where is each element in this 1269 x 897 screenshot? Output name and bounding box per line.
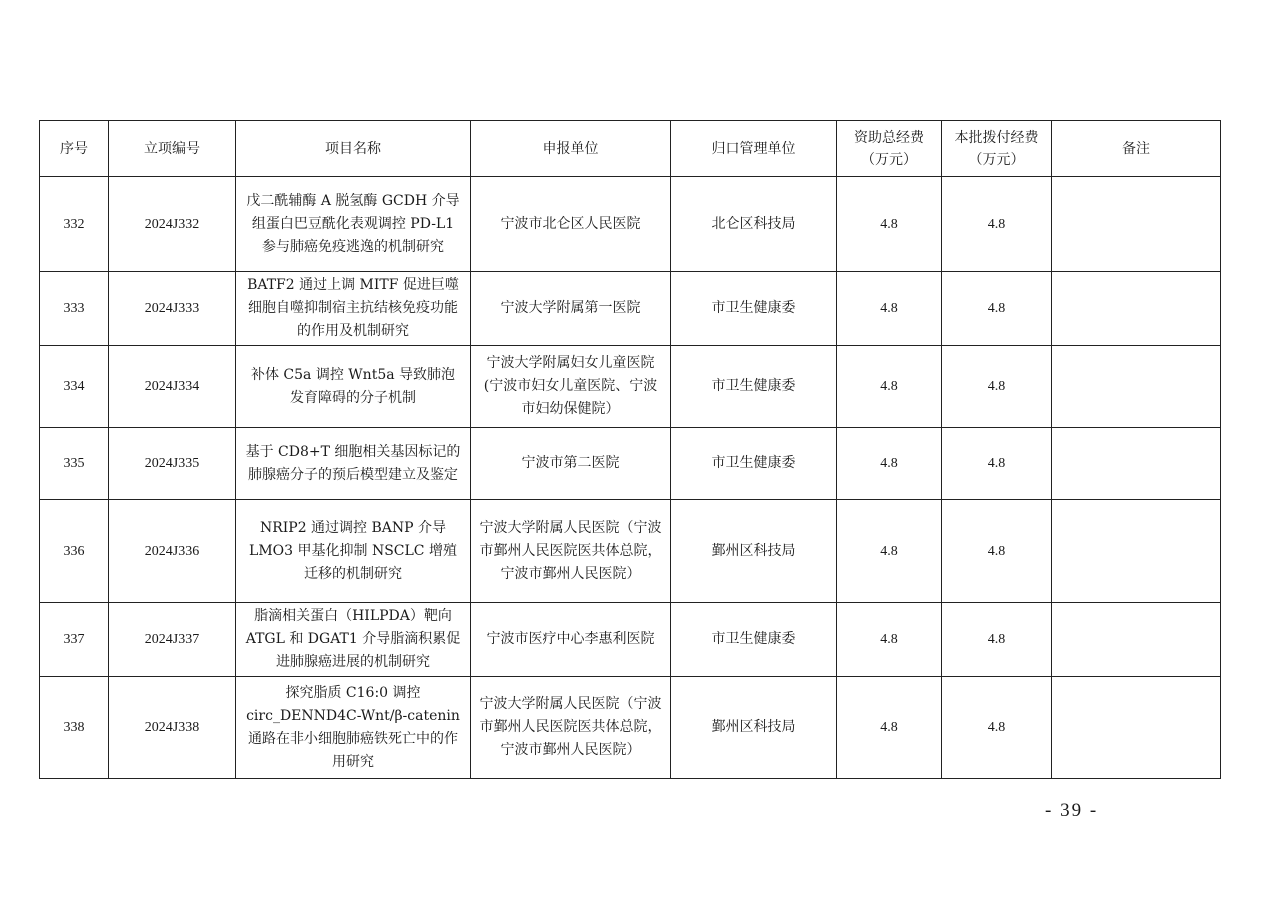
cell-total-funding: 4.8 <box>837 346 942 428</box>
cell-remarks <box>1052 603 1221 677</box>
header-index: 序号 <box>40 121 109 177</box>
cell-project-no: 2024J337 <box>109 603 236 677</box>
header-batch-funding-unit: （万元） <box>968 151 1025 168</box>
cell-manager: 鄞州区科技局 <box>671 677 837 779</box>
cell-index: 335 <box>40 428 109 500</box>
cell-index: 338 <box>40 677 109 779</box>
cell-project-no: 2024J332 <box>109 177 236 272</box>
header-batch-funding-label: 本批拨付经费 <box>954 129 1039 146</box>
cell-total-funding: 4.8 <box>837 428 942 500</box>
cell-manager: 市卫生健康委 <box>671 272 837 346</box>
cell-manager: 市卫生健康委 <box>671 346 837 428</box>
table-row <box>40 603 1221 677</box>
cell-applicant: 宁波市医疗中心李惠利医院 <box>471 603 671 677</box>
header-total-funding-unit: （万元） <box>861 151 917 168</box>
table-row <box>40 272 1221 346</box>
cell-index: 333 <box>40 272 109 346</box>
cell-applicant: 宁波大学附属第一医院 <box>471 272 671 346</box>
table-header-row <box>40 121 1221 177</box>
table-row <box>40 500 1221 603</box>
cell-batch-funding: 4.8 <box>942 677 1052 779</box>
cell-project-no: 2024J338 <box>109 677 236 779</box>
cell-index: 337 <box>40 603 109 677</box>
cell-project-name: 戊二酰辅酶 A 脱氢酶 GCDH 介导组蛋白巴豆酰化表观调控 PD-L1 参与肺癌免疫逃逸的机制研究 <box>236 177 471 272</box>
cell-project-name: 补体 C5a 调控 Wnt5a 导致肺泡发育障碍的分子机制 <box>236 346 471 428</box>
table-row <box>40 177 1221 272</box>
cell-index: 332 <box>40 177 109 272</box>
cell-remarks <box>1052 272 1221 346</box>
cell-manager: 市卫生健康委 <box>671 428 837 500</box>
table-row <box>40 346 1221 428</box>
cell-project-name: NRIP2 通过调控 BANP 介导 LMO3 甲基化抑制 NSCLC 增殖迁移的机制研究 <box>236 500 471 603</box>
cell-total-funding: 4.8 <box>837 177 942 272</box>
cell-manager: 北仑区科技局 <box>671 177 837 272</box>
header-manager: 归口管理单位 <box>671 121 837 177</box>
table-row <box>40 677 1221 779</box>
cell-applicant: 宁波大学附属人民医院（宁波市鄞州人民医院医共体总院，宁波市鄞州人民医院） <box>471 677 671 779</box>
cell-batch-funding: 4.8 <box>942 272 1052 346</box>
header-total-funding-label: 资助总经费 <box>854 129 924 146</box>
cell-project-name: 脂滴相关蛋白（HILPDA）靶向 ATGL 和 DGAT1 介导脂滴积累促进肺腺癌进展的机制研究 <box>236 603 471 677</box>
table-row <box>40 428 1221 500</box>
cell-project-no: 2024J334 <box>109 346 236 428</box>
cell-project-name: 基于 CD8+T 细胞相关基因标记的肺腺癌分子的预后模型建立及鉴定 <box>236 428 471 500</box>
cell-total-funding: 4.8 <box>837 272 942 346</box>
cell-total-funding: 4.8 <box>837 603 942 677</box>
cell-batch-funding: 4.8 <box>942 177 1052 272</box>
cell-applicant: 宁波大学附属人民医院（宁波市鄞州人民医院医共体总院，宁波市鄞州人民医院） <box>471 500 671 603</box>
cell-manager: 市卫生健康委 <box>671 603 837 677</box>
cell-project-no: 2024J336 <box>109 500 236 603</box>
header-remarks: 备注 <box>1052 121 1221 177</box>
cell-remarks <box>1052 677 1221 779</box>
cell-remarks <box>1052 177 1221 272</box>
header-total-funding <box>837 121 942 177</box>
header-batch-funding <box>942 121 1052 177</box>
cell-total-funding: 4.8 <box>837 677 942 779</box>
header-project-no: 立项编号 <box>109 121 236 177</box>
cell-index: 336 <box>40 500 109 603</box>
cell-batch-funding: 4.8 <box>942 500 1052 603</box>
cell-project-no: 2024J335 <box>109 428 236 500</box>
cell-applicant: 宁波大学附属妇女儿童医院(宁波市妇女儿童医院、宁波市妇幼保健院） <box>471 346 671 428</box>
cell-project-no: 2024J333 <box>109 272 236 346</box>
cell-batch-funding: 4.8 <box>942 428 1052 500</box>
cell-total-funding: 4.8 <box>837 500 942 603</box>
cell-manager: 鄞州区科技局 <box>671 500 837 603</box>
cell-project-name: 探究脂质 C16:0 调控 circ_DENND4C-Wnt/β-catenin 通路在非小细胞肺癌铁死亡中的作用研究 <box>236 677 471 779</box>
page-number: - 39 - <box>1045 800 1099 821</box>
cell-index: 334 <box>40 346 109 428</box>
cell-batch-funding: 4.8 <box>942 346 1052 428</box>
header-project-name: 项目名称 <box>236 121 471 177</box>
header-applicant: 申报单位 <box>471 121 671 177</box>
cell-batch-funding: 4.8 <box>942 603 1052 677</box>
cell-applicant: 宁波市北仑区人民医院 <box>471 177 671 272</box>
grant-table <box>39 120 1221 779</box>
cell-project-name: BATF2 通过上调 MITF 促进巨噬细胞自噬抑制宿主抗结核免疫功能的作用及机制研究 <box>236 272 471 346</box>
cell-remarks <box>1052 500 1221 603</box>
cell-remarks <box>1052 346 1221 428</box>
cell-remarks <box>1052 428 1221 500</box>
cell-applicant: 宁波市第二医院 <box>471 428 671 500</box>
